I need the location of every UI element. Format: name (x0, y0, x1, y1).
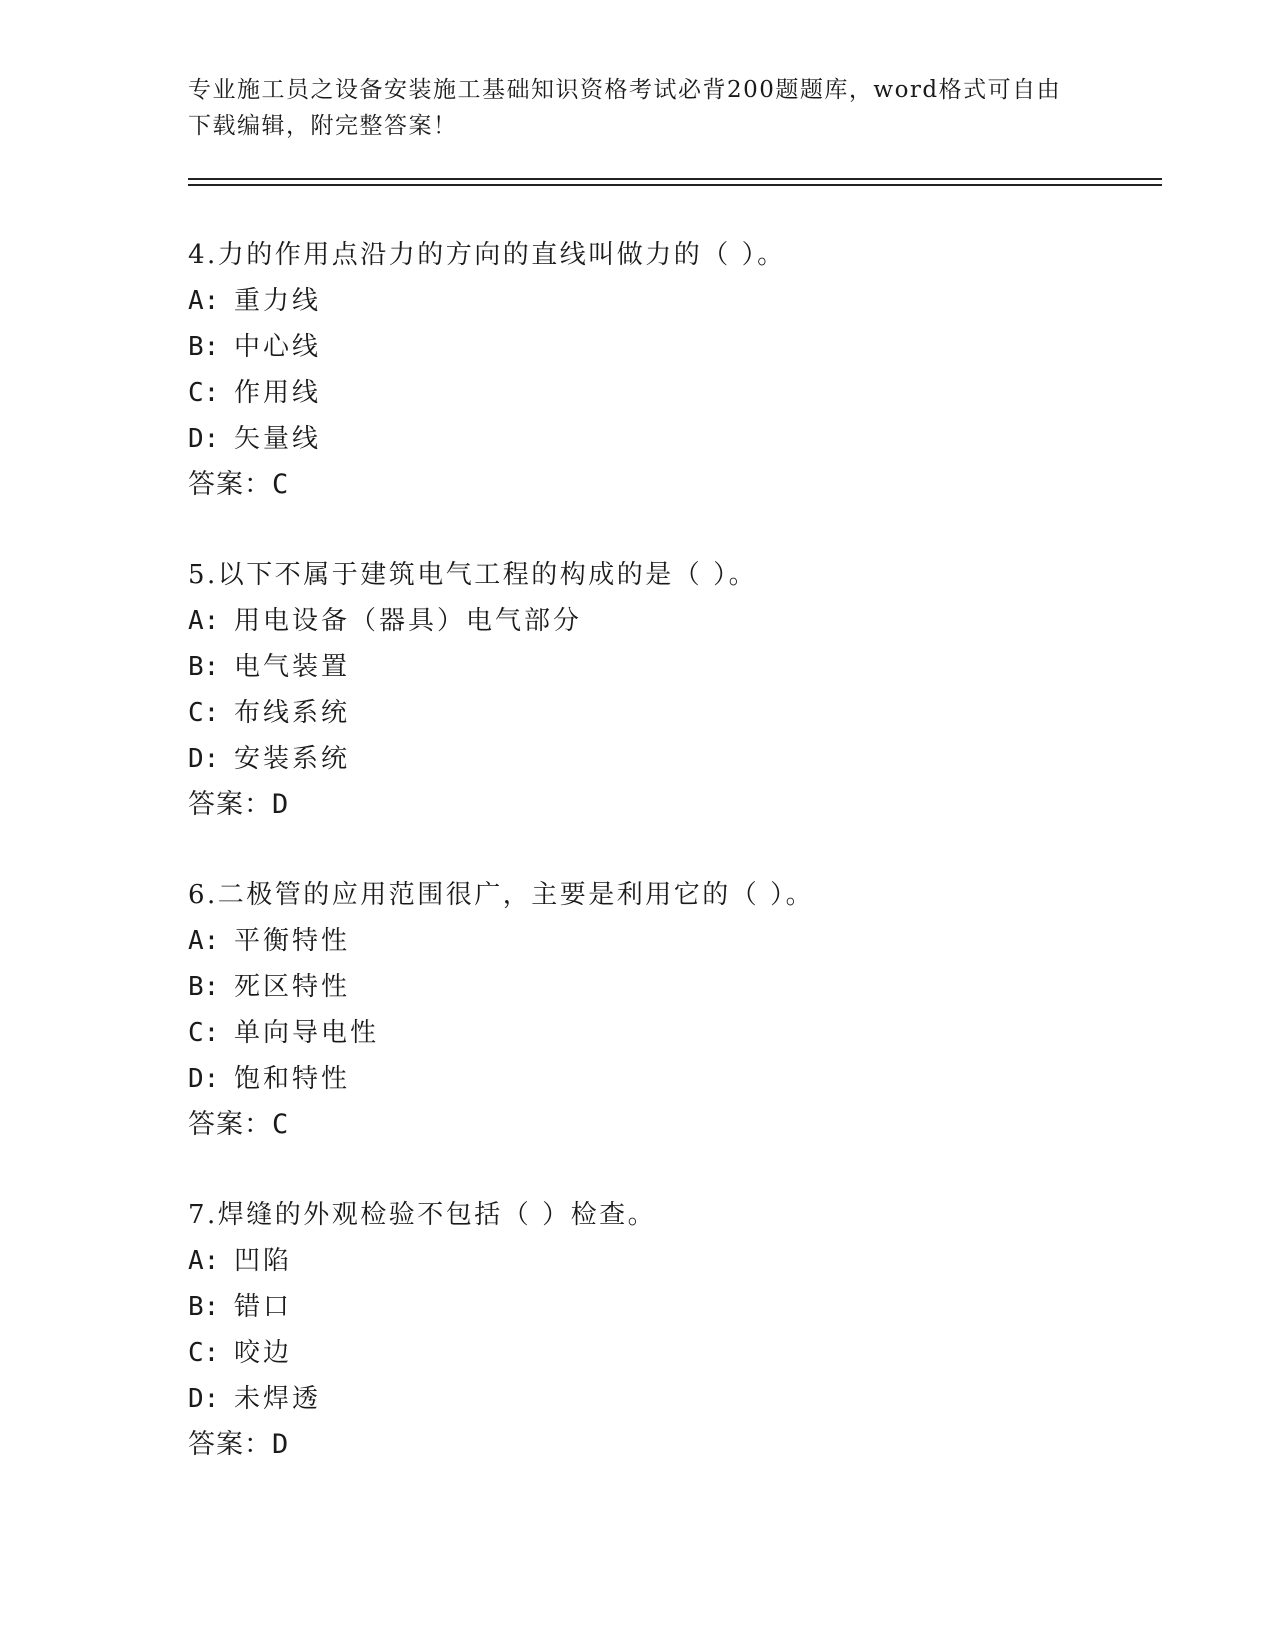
option-letter: A: (188, 1246, 220, 1276)
option-text: 电气装置 (234, 652, 351, 682)
option-text: 未焊透 (234, 1384, 322, 1414)
answer-line (188, 782, 1148, 828)
question-text: 7.焊缝的外观检验不包括（ ）检查。 (188, 1200, 657, 1230)
option-letter: D: (188, 1064, 220, 1094)
option-d (188, 1376, 1148, 1422)
option-letter: C: (188, 698, 220, 728)
header-divider-bottom (188, 184, 1162, 186)
option-b (188, 1284, 1148, 1330)
option-letter: C: (188, 1338, 220, 1368)
option-c (188, 1010, 1148, 1056)
answer-value: D (272, 789, 290, 820)
question-block (188, 552, 1148, 828)
option-letter: D: (188, 1384, 220, 1414)
option-letter: C: (188, 1018, 220, 1048)
question-block (188, 232, 1148, 508)
option-letter: D: (188, 744, 220, 774)
option-c (188, 1330, 1148, 1376)
option-letter: A: (188, 606, 220, 636)
answer-label: 答案： (188, 1429, 272, 1460)
question-block (188, 872, 1148, 1148)
option-text: 平衡特性 (234, 926, 351, 956)
option-d (188, 416, 1148, 462)
option-text: 矢量线 (234, 424, 322, 454)
option-letter: D: (188, 424, 220, 454)
option-text: 重力线 (234, 286, 322, 316)
header-line-2: 下载编辑，附完整答案！ (188, 113, 458, 139)
option-text: 凹陷 (234, 1246, 293, 1276)
question-text: 6.二极管的应用范围很广，主要是利用它的（ ）。 (188, 880, 815, 910)
option-b (188, 644, 1148, 690)
option-letter: C: (188, 378, 220, 408)
option-letter: B: (188, 972, 220, 1002)
option-text: 饱和特性 (234, 1064, 351, 1094)
option-text: 咬边 (234, 1338, 293, 1368)
header-line-1: 专业施工员之设备安装施工基础知识资格考试必背200题题库，word格式可自由 (188, 77, 1062, 103)
option-b (188, 324, 1148, 370)
document-header (188, 72, 1088, 144)
option-a (188, 598, 1148, 644)
option-letter: A: (188, 926, 220, 956)
option-a (188, 1238, 1148, 1284)
option-c (188, 690, 1148, 736)
question-block (188, 1192, 1148, 1468)
answer-label: 答案： (188, 789, 272, 820)
answer-label: 答案： (188, 1109, 272, 1140)
option-text: 错口 (234, 1292, 293, 1322)
answer-line (188, 462, 1148, 508)
option-letter: B: (188, 652, 220, 682)
question-text: 4.力的作用点沿力的方向的直线叫做力的（ ）。 (188, 240, 786, 270)
question-text: 5.以下不属于建筑电气工程的构成的是（ ）。 (188, 560, 758, 590)
option-text: 死区特性 (234, 972, 351, 1002)
option-c (188, 370, 1148, 416)
option-text: 中心线 (234, 332, 322, 362)
option-d (188, 1056, 1148, 1102)
option-letter: B: (188, 1292, 220, 1322)
option-text: 安装系统 (234, 744, 351, 774)
option-letter: A: (188, 286, 220, 316)
answer-value: D (272, 1429, 290, 1460)
option-letter: B: (188, 332, 220, 362)
option-text: 单向导电性 (234, 1018, 380, 1048)
option-text: 布线系统 (234, 698, 351, 728)
option-text: 作用线 (234, 378, 322, 408)
option-text: 用电设备（器具）电气部分 (234, 606, 583, 636)
answer-line (188, 1422, 1148, 1468)
option-a (188, 918, 1148, 964)
answer-value: C (272, 1109, 290, 1140)
answer-label: 答案： (188, 469, 272, 500)
answer-line (188, 1102, 1148, 1148)
answer-value: C (272, 469, 290, 500)
option-d (188, 736, 1148, 782)
option-b (188, 964, 1148, 1010)
option-a (188, 278, 1148, 324)
header-divider-top (188, 178, 1162, 180)
